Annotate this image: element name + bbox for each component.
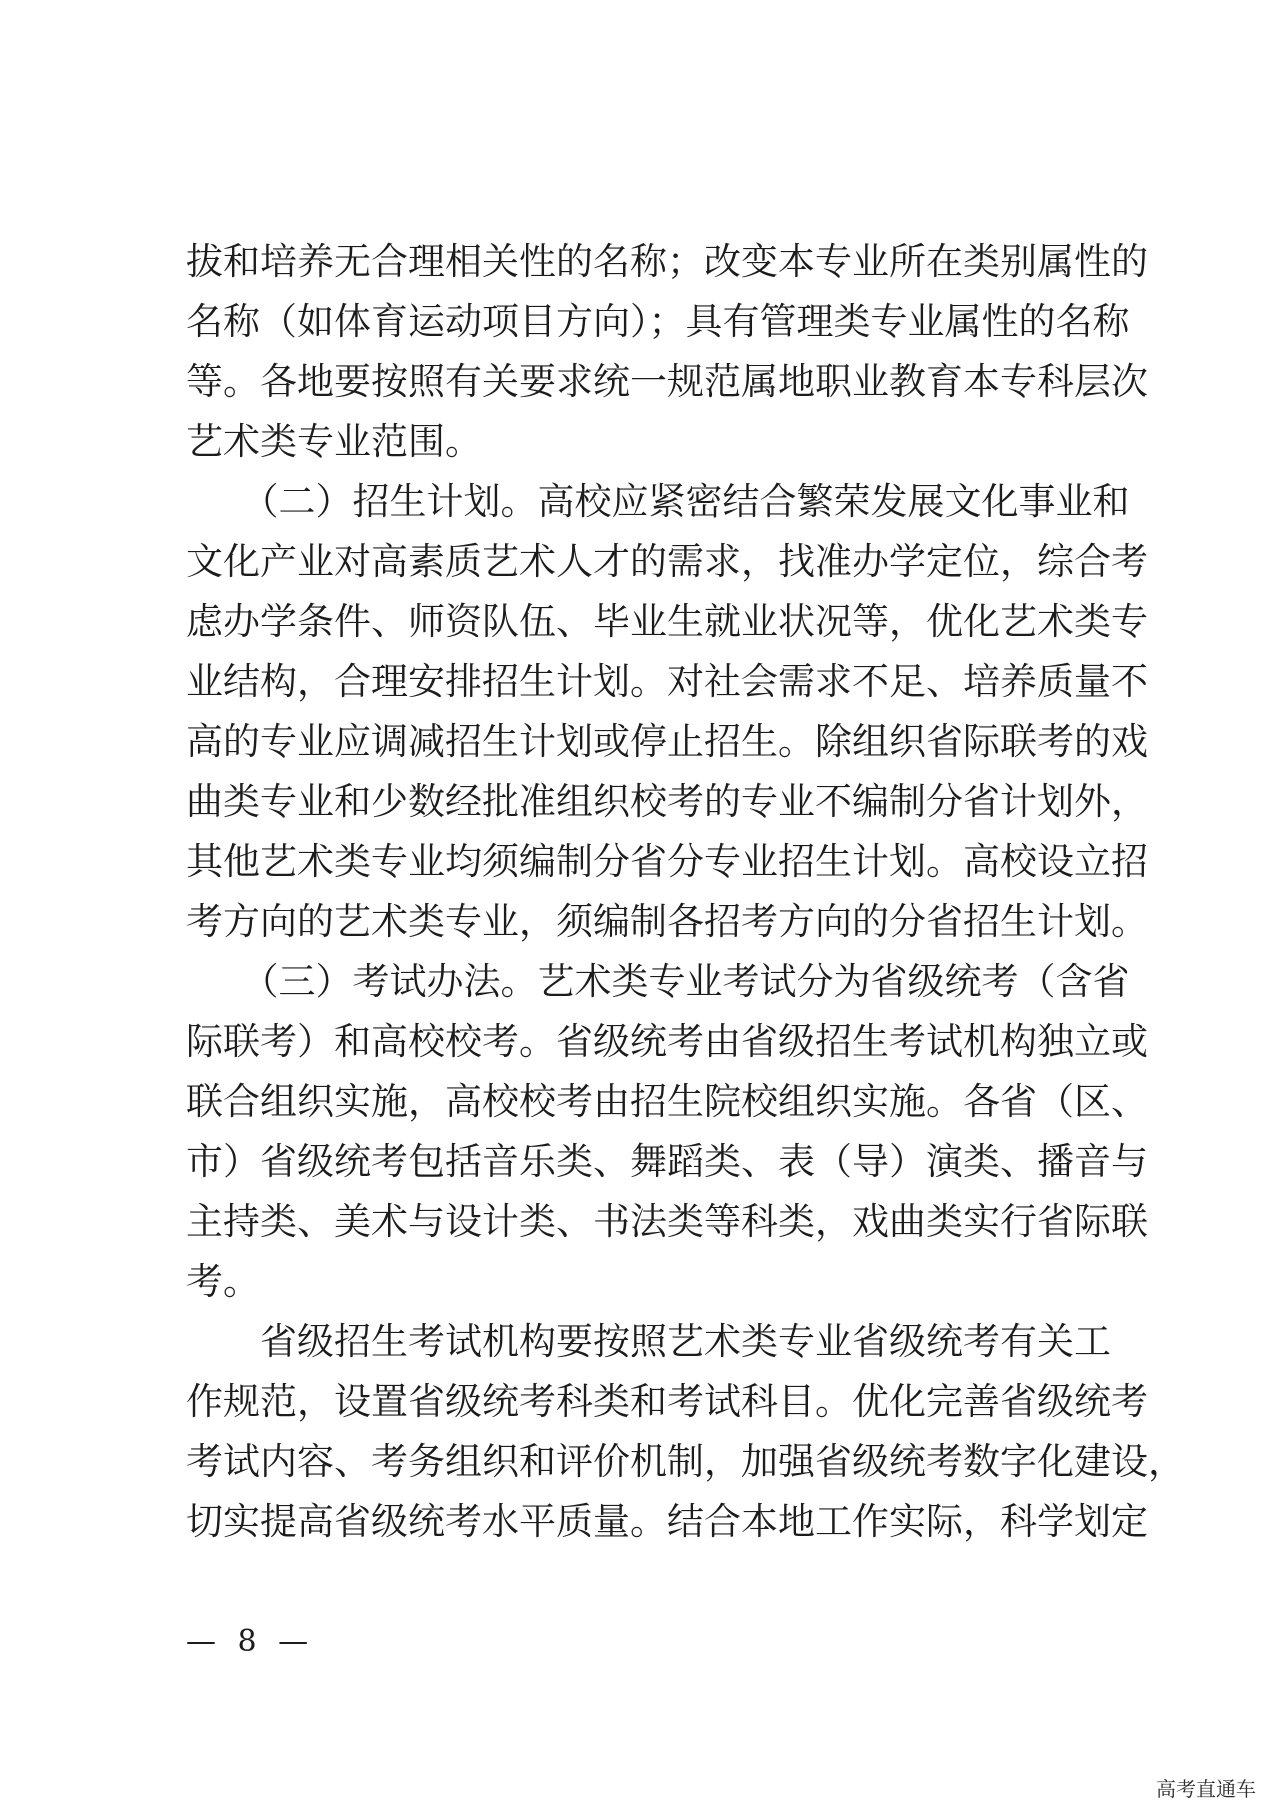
watermark-text: 高考直通车 <box>1156 1777 1256 1801</box>
text-line: 等。各地要按照有关要求统一规范属地职业教育本专科层次 <box>186 360 1148 403</box>
text-line: 切实提高省级统考水平质量。结合本地工作实际，科学划定 <box>186 1500 1148 1543</box>
text-line: 其他艺术类专业均须编制分省分专业招生计划。高校设立招 <box>186 840 1148 883</box>
text-line: 主持类、美术与设计类、书法类等科类，戏曲类实行省际联 <box>186 1200 1148 1243</box>
text-line: 曲类专业和少数经批准组织校考的专业不编制分省计划外， <box>186 780 1148 823</box>
body-text <box>186 232 1185 1552</box>
text-line: 考。 <box>186 1260 260 1303</box>
text-line: 考试内容、考务组织和评价机制，加强省级统考数字化建设， <box>186 1440 1185 1483</box>
text-line: 名称（如体育运动项目方向）；具有管理类专业属性的名称 <box>186 300 1130 343</box>
text-line: 高的专业应调减招生计划或停止招生。除组织省际联考的戏 <box>186 720 1148 763</box>
text-line: 联合组织实施，高校校考由招生院校组织实施。各省（区、 <box>186 1080 1148 1123</box>
text-line: 省级招生考试机构要按照艺术类专业省级统考有关工 <box>186 1320 1111 1363</box>
text-line: 际联考）和高校校考。省级统考由省级招生考试机构独立或 <box>186 1020 1148 1063</box>
text-line: 作规范，设置省级统考科类和考试科目。优化完善省级统考 <box>186 1380 1148 1423</box>
text-line: 虑办学条件、师资队伍、毕业生就业状况等，优化艺术类专 <box>186 600 1148 643</box>
section-heading-line: （三）考试办法。艺术类专业考试分为省级统考（含省 <box>186 960 1130 1003</box>
section-heading-line: （二）招生计划。高校应紧密结合繁荣发展文化事业和 <box>186 480 1130 523</box>
page-number: — 8 — <box>186 1624 315 1659</box>
text-line: 市）省级统考包括音乐类、舞蹈类、表（导）演类、播音与 <box>186 1140 1148 1183</box>
text-line: 艺术类专业范围。 <box>186 420 482 463</box>
text-line: 文化产业对高素质艺术人才的需求，找准办学定位，综合考 <box>186 540 1148 583</box>
text-line: 考方向的艺术类专业，须编制各招考方向的分省招生计划。 <box>186 900 1148 943</box>
text-line: 拔和培养无合理相关性的名称；改变本专业所在类别属性的 <box>186 240 1148 283</box>
text-line: 业结构，合理安排招生计划。对社会需求不足、培养质量不 <box>186 660 1148 703</box>
